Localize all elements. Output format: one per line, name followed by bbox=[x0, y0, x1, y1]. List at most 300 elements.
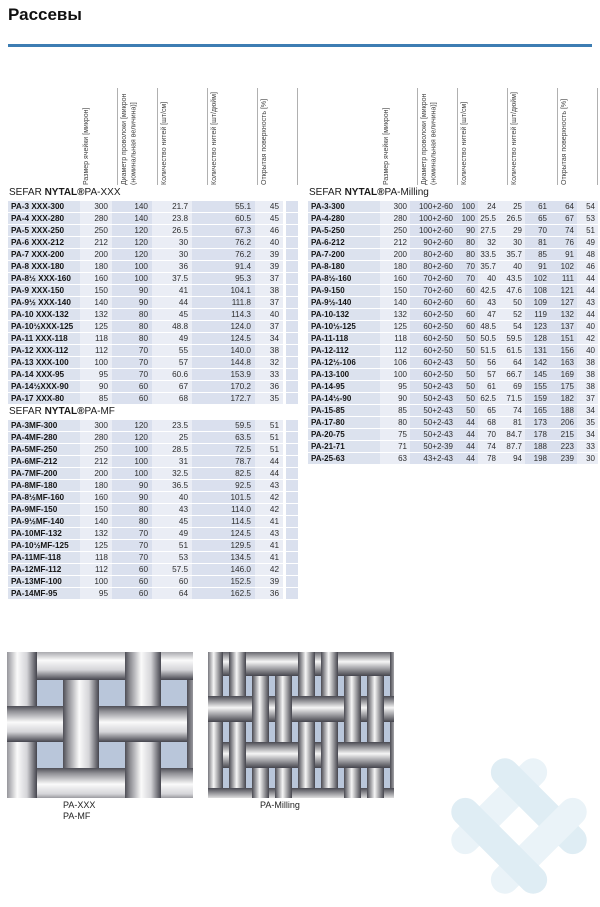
cell-value: 42 bbox=[255, 492, 283, 503]
table-row bbox=[308, 249, 598, 260]
left-table-column bbox=[8, 88, 298, 600]
cell-value: 39 bbox=[255, 249, 283, 260]
cell-value: 90 bbox=[112, 285, 152, 296]
cell-value: 64 bbox=[550, 201, 577, 212]
table-row bbox=[8, 528, 298, 539]
cell-value: 35.7 bbox=[478, 261, 499, 272]
row-label: PA-13 XXX-100 bbox=[8, 357, 80, 368]
row-label: PA-12MF-112 bbox=[8, 564, 80, 575]
cell-value: 127 bbox=[550, 297, 577, 308]
cell-value: 51 bbox=[255, 444, 283, 455]
cell-value: 95 bbox=[380, 381, 410, 392]
cell-value: 36 bbox=[255, 381, 283, 392]
cell-value: 100 bbox=[456, 213, 478, 224]
cell-value: 180 bbox=[80, 261, 112, 272]
cell-value: 250 bbox=[380, 225, 410, 236]
table-row bbox=[308, 393, 598, 404]
cell-value: 182 bbox=[550, 393, 577, 404]
row-end-stripe bbox=[283, 297, 298, 308]
cell-value: 45 bbox=[255, 213, 283, 224]
cell-value: 120 bbox=[112, 432, 152, 443]
cell-value: 50 bbox=[456, 345, 478, 356]
cell-value: 41 bbox=[255, 552, 283, 563]
cell-value: 50+2-43 bbox=[410, 393, 456, 404]
row-label: PA-5MF-250 bbox=[8, 444, 80, 455]
table-row bbox=[8, 480, 298, 491]
cell-value: 100 bbox=[380, 369, 410, 380]
table-row bbox=[308, 333, 598, 344]
cell-value: 132 bbox=[380, 309, 410, 320]
cell-value: 60 bbox=[112, 393, 152, 404]
cell-value: 78.7 bbox=[192, 456, 255, 467]
cell-value: 124.5 bbox=[192, 528, 255, 539]
cell-value: 46 bbox=[577, 261, 598, 272]
cell-value: 30 bbox=[152, 237, 192, 248]
row-label: PA-13-100 bbox=[308, 369, 380, 380]
cell-value: 155 bbox=[525, 381, 550, 392]
row-label: PA-9MF-150 bbox=[8, 504, 80, 515]
row-label: PA-12-112 bbox=[308, 345, 380, 356]
row-label: PA-4-280 bbox=[308, 213, 380, 224]
cell-value: 33 bbox=[255, 369, 283, 380]
cell-value: 80+2-60 bbox=[410, 249, 456, 260]
row-label: PA-14½XXX-90 bbox=[8, 381, 80, 392]
cell-value: 125 bbox=[380, 321, 410, 332]
cell-value: 27.5 bbox=[478, 225, 499, 236]
cell-value: 70 bbox=[112, 552, 152, 563]
cell-value: 71 bbox=[380, 441, 410, 452]
cell-value: 81 bbox=[499, 417, 525, 428]
cell-value: 95 bbox=[80, 588, 112, 599]
table-row bbox=[8, 468, 298, 479]
cell-value: 53 bbox=[152, 552, 192, 563]
header-threads-per-inch: Количество нитей [шт/дюйм] bbox=[208, 88, 258, 185]
cell-value: 47.6 bbox=[499, 285, 525, 296]
cell-value: 50+2-39 bbox=[410, 441, 456, 452]
cell-value: 40 bbox=[255, 237, 283, 248]
row-label: PA-8 XXX-180 bbox=[8, 261, 80, 272]
figure-caption-left: PA-XXX PA-MF bbox=[63, 800, 96, 821]
cell-value: 43 bbox=[255, 480, 283, 491]
cell-value: 32 bbox=[255, 357, 283, 368]
cell-value: 90 bbox=[112, 297, 152, 308]
row-end-stripe bbox=[283, 444, 298, 455]
row-end-stripe bbox=[283, 432, 298, 443]
table-row bbox=[308, 357, 598, 368]
cell-value: 100+2-60 bbox=[410, 213, 456, 224]
row-label: PA-6MF-212 bbox=[8, 456, 80, 467]
cell-value: 140 bbox=[80, 516, 112, 527]
table-row bbox=[8, 249, 298, 260]
cell-value: 63.5 bbox=[192, 432, 255, 443]
table-row bbox=[8, 309, 298, 320]
cell-value: 38 bbox=[577, 369, 598, 380]
row-label: PA-12 XXX-112 bbox=[8, 345, 80, 356]
cell-value: 54 bbox=[499, 321, 525, 332]
cell-value: 65 bbox=[525, 213, 550, 224]
cell-value: 44 bbox=[255, 456, 283, 467]
right-table-column bbox=[308, 88, 598, 465]
cell-value: 175 bbox=[550, 381, 577, 392]
cell-value: 54 bbox=[577, 201, 598, 212]
row-end-stripe bbox=[283, 249, 298, 260]
cell-value: 125 bbox=[80, 540, 112, 551]
cell-value: 23.8 bbox=[152, 213, 192, 224]
cell-value: 45 bbox=[152, 516, 192, 527]
cell-value: 32.5 bbox=[152, 468, 192, 479]
row-label: PA-10MF-132 bbox=[8, 528, 80, 539]
cell-value: 80 bbox=[112, 321, 152, 332]
cell-value: 100 bbox=[80, 576, 112, 587]
cell-value: 51 bbox=[152, 540, 192, 551]
table-row bbox=[308, 417, 598, 428]
figure-caption-right: PA-Milling bbox=[260, 800, 300, 810]
cell-value: 39 bbox=[255, 261, 283, 272]
cell-value: 100 bbox=[112, 444, 152, 455]
row-end-stripe bbox=[283, 309, 298, 320]
row-label: PA-9½ XXX-140 bbox=[8, 297, 80, 308]
cell-value: 100 bbox=[80, 357, 112, 368]
cell-value: 60+2-60 bbox=[410, 297, 456, 308]
row-label: PA-9 XXX-150 bbox=[8, 285, 80, 296]
table-row bbox=[308, 441, 598, 452]
cell-value: 30 bbox=[577, 453, 598, 464]
cell-value: 49 bbox=[152, 528, 192, 539]
cell-value: 239 bbox=[550, 453, 577, 464]
cell-value: 128 bbox=[525, 333, 550, 344]
row-label: PA-7 XXX-200 bbox=[8, 249, 80, 260]
cell-value: 38 bbox=[577, 357, 598, 368]
cell-value: 91 bbox=[525, 261, 550, 272]
table-row bbox=[8, 297, 298, 308]
cell-value: 112 bbox=[80, 564, 112, 575]
cell-value: 188 bbox=[525, 441, 550, 452]
cell-value: 46 bbox=[255, 225, 283, 236]
cell-value: 24 bbox=[478, 201, 499, 212]
row-end-stripe bbox=[283, 225, 298, 236]
cell-value: 150 bbox=[80, 285, 112, 296]
cell-value: 100 bbox=[112, 456, 152, 467]
cell-value: 60 bbox=[112, 564, 152, 575]
cell-value: 44 bbox=[152, 297, 192, 308]
table-row bbox=[8, 273, 298, 284]
cell-value: 61.5 bbox=[499, 345, 525, 356]
cell-value: 100 bbox=[456, 201, 478, 212]
cell-value: 120 bbox=[112, 237, 152, 248]
cell-value: 160 bbox=[80, 492, 112, 503]
cell-value: 102 bbox=[550, 261, 577, 272]
table-row bbox=[8, 381, 298, 392]
cell-value: 123 bbox=[525, 321, 550, 332]
cell-value: 120 bbox=[112, 420, 152, 431]
header-wire-diameter: Диаметр проволоки [микрон (номинальная величина)] bbox=[118, 88, 158, 185]
cell-value: 50+2-43 bbox=[410, 405, 456, 416]
cell-value: 94 bbox=[499, 453, 525, 464]
cell-value: 41 bbox=[152, 285, 192, 296]
row-end-stripe bbox=[283, 492, 298, 503]
table-row bbox=[8, 213, 298, 224]
cell-value: 85 bbox=[80, 393, 112, 404]
header-threads-per-cm: Количество нитей [шт/см] bbox=[458, 88, 508, 185]
cell-value: 44 bbox=[255, 468, 283, 479]
row-end-stripe bbox=[283, 516, 298, 527]
cell-value: 169 bbox=[550, 369, 577, 380]
table-row bbox=[8, 504, 298, 515]
cell-value: 26.5 bbox=[499, 213, 525, 224]
table-row bbox=[8, 540, 298, 551]
header-rule bbox=[8, 44, 592, 47]
cell-value: 41 bbox=[255, 516, 283, 527]
cell-value: 132 bbox=[80, 309, 112, 320]
cell-value: 80 bbox=[112, 333, 152, 344]
cell-value: 70 bbox=[456, 261, 478, 272]
cell-value: 188 bbox=[550, 405, 577, 416]
cell-value: 114.5 bbox=[192, 516, 255, 527]
cell-value: 34 bbox=[255, 333, 283, 344]
table-row bbox=[8, 237, 298, 248]
row-label: PA-5 XXX-250 bbox=[8, 225, 80, 236]
cell-value: 50+2-43 bbox=[410, 429, 456, 440]
cell-value: 40 bbox=[577, 321, 598, 332]
row-label: PA-7MF-200 bbox=[8, 468, 80, 479]
cell-value: 198 bbox=[525, 453, 550, 464]
cell-value: 37 bbox=[577, 393, 598, 404]
table-title-pa-mf: SEFAR NYTAL®PA-MF bbox=[9, 406, 115, 417]
table-row bbox=[308, 225, 598, 236]
cell-value: 70 bbox=[112, 369, 152, 380]
table-row bbox=[308, 309, 598, 320]
cell-value: 50 bbox=[456, 357, 478, 368]
cell-value: 80 bbox=[456, 237, 478, 248]
cell-value: 33 bbox=[577, 441, 598, 452]
cell-value: 63 bbox=[380, 453, 410, 464]
table-row bbox=[8, 552, 298, 563]
cell-value: 180 bbox=[80, 480, 112, 491]
row-label: PA-14 XXX-95 bbox=[8, 369, 80, 380]
row-label: PA-10 XXX-132 bbox=[8, 309, 80, 320]
row-label: PA-6-212 bbox=[308, 237, 380, 248]
cell-value: 91.4 bbox=[192, 261, 255, 272]
cell-value: 61 bbox=[478, 381, 499, 392]
cell-value: 36 bbox=[255, 588, 283, 599]
cell-value: 70 bbox=[525, 225, 550, 236]
cell-value: 57 bbox=[152, 357, 192, 368]
row-label: PA-8½ XXX-160 bbox=[8, 273, 80, 284]
cell-value: 144.8 bbox=[192, 357, 255, 368]
cell-value: 51.5 bbox=[478, 345, 499, 356]
cell-value: 132 bbox=[80, 528, 112, 539]
table-row bbox=[308, 453, 598, 464]
cell-value: 118 bbox=[80, 333, 112, 344]
cell-value: 160 bbox=[380, 273, 410, 284]
row-end-stripe bbox=[283, 504, 298, 515]
row-end-stripe bbox=[283, 369, 298, 380]
cell-value: 80 bbox=[112, 309, 152, 320]
row-label: PA-3MF-300 bbox=[8, 420, 80, 431]
cell-value: 100+2-60 bbox=[410, 225, 456, 236]
cell-value: 61 bbox=[525, 201, 550, 212]
table-row bbox=[308, 381, 598, 392]
cell-value: 74 bbox=[478, 441, 499, 452]
cell-value: 49 bbox=[577, 237, 598, 248]
row-end-stripe bbox=[283, 321, 298, 332]
row-label: PA-14-95 bbox=[308, 381, 380, 392]
cell-value: 106 bbox=[380, 357, 410, 368]
row-end-stripe bbox=[283, 213, 298, 224]
row-end-stripe bbox=[283, 345, 298, 356]
cell-value: 48.5 bbox=[478, 321, 499, 332]
cell-value: 57 bbox=[478, 369, 499, 380]
table-row bbox=[8, 588, 298, 599]
cell-value: 102 bbox=[525, 273, 550, 284]
row-label: PA-10½-125 bbox=[308, 321, 380, 332]
cell-value: 100 bbox=[112, 261, 152, 272]
cell-value: 163 bbox=[550, 357, 577, 368]
cell-value: 250 bbox=[80, 225, 112, 236]
cell-value: 59.5 bbox=[499, 333, 525, 344]
cell-value: 39 bbox=[255, 576, 283, 587]
cell-value: 129.5 bbox=[192, 540, 255, 551]
table-row bbox=[8, 432, 298, 443]
cell-value: 59.5 bbox=[192, 420, 255, 431]
cell-value: 37 bbox=[255, 321, 283, 332]
header-threads-per-inch: Количество нитей [шт/дюйм] bbox=[508, 88, 558, 185]
row-label: PA-21-71 bbox=[308, 441, 380, 452]
cell-value: 60+2-50 bbox=[410, 333, 456, 344]
table-row bbox=[308, 201, 598, 212]
cell-value: 146.0 bbox=[192, 564, 255, 575]
cell-value: 172.7 bbox=[192, 393, 255, 404]
cell-value: 68 bbox=[478, 417, 499, 428]
row-end-stripe bbox=[283, 333, 298, 344]
row-end-stripe bbox=[283, 576, 298, 587]
row-label: PA-12½-106 bbox=[308, 357, 380, 368]
cell-value: 38 bbox=[255, 345, 283, 356]
cell-value: 250 bbox=[80, 444, 112, 455]
row-end-stripe bbox=[283, 528, 298, 539]
table-row bbox=[8, 444, 298, 455]
cell-value: 36 bbox=[152, 261, 192, 272]
cell-value: 64 bbox=[499, 357, 525, 368]
cell-value: 119 bbox=[525, 309, 550, 320]
cell-value: 140 bbox=[112, 201, 152, 212]
row-end-stripe bbox=[283, 552, 298, 563]
header-spacer bbox=[8, 88, 80, 185]
cell-value: 21.7 bbox=[152, 201, 192, 212]
table-pa-milling bbox=[308, 201, 598, 464]
cell-value: 85 bbox=[525, 249, 550, 260]
cell-value: 140 bbox=[380, 297, 410, 308]
cell-value: 43 bbox=[152, 504, 192, 515]
cell-value: 162.5 bbox=[192, 588, 255, 599]
cell-value: 80 bbox=[380, 417, 410, 428]
cell-value: 50 bbox=[456, 393, 478, 404]
cell-value: 81 bbox=[525, 237, 550, 248]
header-open-area: Открытая поверхность [%] bbox=[558, 88, 598, 185]
row-label: PA-10½MF-125 bbox=[8, 540, 80, 551]
row-end-stripe bbox=[283, 564, 298, 575]
cell-value: 43 bbox=[478, 297, 499, 308]
table-row bbox=[8, 564, 298, 575]
cell-value: 159 bbox=[525, 393, 550, 404]
row-label: PA-5-250 bbox=[308, 225, 380, 236]
cell-value: 50+2-43 bbox=[410, 417, 456, 428]
cell-value: 67 bbox=[152, 381, 192, 392]
table-row bbox=[8, 333, 298, 344]
cell-value: 84.7 bbox=[499, 429, 525, 440]
cell-value: 44 bbox=[456, 453, 478, 464]
cell-value: 60 bbox=[112, 381, 152, 392]
cell-value: 120 bbox=[112, 249, 152, 260]
cell-value: 64 bbox=[152, 588, 192, 599]
cell-value: 43.5 bbox=[499, 273, 525, 284]
row-end-stripe bbox=[283, 261, 298, 272]
cell-value: 44 bbox=[456, 417, 478, 428]
row-label: PA-17-80 bbox=[308, 417, 380, 428]
cell-value: 36.5 bbox=[152, 480, 192, 491]
cell-value: 34 bbox=[577, 405, 598, 416]
row-end-stripe bbox=[283, 357, 298, 368]
row-label: PA-14½-90 bbox=[308, 393, 380, 404]
table-row bbox=[8, 369, 298, 380]
cell-value: 70+2-60 bbox=[410, 285, 456, 296]
cell-value: 108 bbox=[525, 285, 550, 296]
cell-value: 70 bbox=[112, 345, 152, 356]
cell-value: 69 bbox=[499, 381, 525, 392]
cell-value: 90 bbox=[80, 381, 112, 392]
table-row bbox=[8, 321, 298, 332]
cell-value: 48 bbox=[577, 249, 598, 260]
row-label: PA-4MF-280 bbox=[8, 432, 80, 443]
cell-value: 37.5 bbox=[152, 273, 192, 284]
table-row bbox=[8, 357, 298, 368]
table-title-pa-milling: SEFAR NYTAL®PA-Milling bbox=[309, 187, 429, 198]
table-row bbox=[308, 429, 598, 440]
cell-value: 137 bbox=[550, 321, 577, 332]
cell-value: 51 bbox=[255, 420, 283, 431]
cell-value: 70 bbox=[112, 357, 152, 368]
header-spacer bbox=[308, 88, 380, 185]
cell-value: 50+2-43 bbox=[410, 381, 456, 392]
cell-value: 75 bbox=[380, 429, 410, 440]
header-wire-diameter: Диаметр проволоки [микрон (номинальная величина)] bbox=[418, 88, 458, 185]
cell-value: 44 bbox=[456, 429, 478, 440]
header-threads-per-cm: Количество нитей [шт/см] bbox=[158, 88, 208, 185]
row-end-stripe bbox=[283, 273, 298, 284]
table-row bbox=[8, 576, 298, 587]
cell-value: 95.3 bbox=[192, 273, 255, 284]
cell-value: 57.5 bbox=[152, 564, 192, 575]
cell-value: 100+2-60 bbox=[410, 201, 456, 212]
header-open-area: Открытая поверхность [%] bbox=[258, 88, 298, 185]
cell-value: 91 bbox=[550, 249, 577, 260]
cell-value: 101.5 bbox=[192, 492, 255, 503]
cell-value: 42.5 bbox=[478, 285, 499, 296]
cell-value: 50.5 bbox=[478, 333, 499, 344]
cell-value: 120 bbox=[112, 225, 152, 236]
cell-value: 60 bbox=[456, 309, 478, 320]
cell-value: 60 bbox=[112, 576, 152, 587]
cell-value: 43 bbox=[577, 297, 598, 308]
row-label: PA-7-200 bbox=[308, 249, 380, 260]
cell-value: 134.5 bbox=[192, 552, 255, 563]
row-label: PA-11 XXX-118 bbox=[8, 333, 80, 344]
table-row bbox=[308, 237, 598, 248]
cell-value: 112 bbox=[380, 345, 410, 356]
mesh-image-plain-weave bbox=[7, 652, 193, 798]
cell-value: 50 bbox=[456, 333, 478, 344]
cell-value: 80 bbox=[112, 504, 152, 515]
